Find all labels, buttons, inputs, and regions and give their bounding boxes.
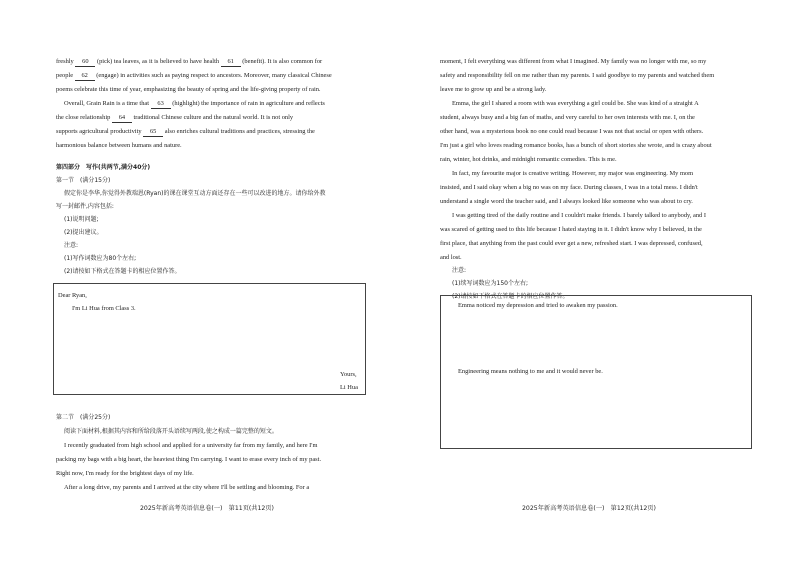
notes-line: (1)续写词数应为150个左右; bbox=[452, 280, 528, 287]
text-fragment: also enriches cultural traditions and practices, stressing the bbox=[164, 128, 315, 135]
story-line: After a long drive, my parents and I arrived at the city where I'll be settling and blooming. For a bbox=[64, 484, 310, 491]
text-line bbox=[56, 57, 322, 67]
text-fragment: freshly bbox=[56, 58, 74, 65]
letter-closing: Yours, bbox=[340, 371, 357, 378]
story-line: In fact, my favourite major is creative writing. However, my major was engineering. My mom bbox=[452, 170, 694, 177]
story-line: I was getting tired of the daily routine and I couldn't make friends. I barely talked to anybody, and I bbox=[452, 212, 706, 219]
story-line: first place, that anything from the past could ever get a new, refreshed start. I was depressed, confused, bbox=[440, 240, 703, 247]
story-line: leave me to grow up and be a strong lady. bbox=[440, 86, 547, 93]
instruction-line: (1)写作词数应为80个左右; bbox=[64, 255, 137, 262]
text-fragment: (highlight) the importance of rain in agriculture and reflects bbox=[172, 100, 325, 107]
text-line bbox=[56, 127, 315, 137]
right-page bbox=[400, 0, 800, 566]
blank-61: 61 bbox=[221, 57, 241, 67]
story-line: understand a single word the teacher said, and I always looked like someone who was about to cry. bbox=[440, 198, 693, 205]
text-fragment: supports agricultural productivity bbox=[56, 128, 142, 135]
continuation-prompt-1: Emma noticed my depression and tried to awaken my passion. bbox=[458, 302, 618, 309]
letter-intro: I'm Li Hua from Class 3. bbox=[72, 305, 136, 312]
text-fragment: traditional Chinese culture and the natural world. It is not only bbox=[133, 114, 294, 121]
blank-64: 64 bbox=[112, 113, 132, 123]
letter-greeting: Dear Ryan, bbox=[58, 292, 87, 299]
instruction-line: 假定你是李华,你觉得外教瑞恩(Ryan)的课在课堂互动方面还存在一些可以改进的地方。请你给外教 bbox=[64, 190, 326, 197]
page-footer: 2025年新高考英语信息卷(一) 第12页(共12页) bbox=[522, 505, 656, 512]
instruction-line: 写一封邮件,内容包括: bbox=[56, 203, 114, 210]
text-line bbox=[64, 99, 325, 109]
page-footer: 2025年新高考英语信息卷(一) 第11页(共12页) bbox=[140, 505, 274, 512]
story-line: and lost. bbox=[440, 254, 462, 261]
blank-62: 62 bbox=[75, 71, 95, 81]
story-line: packing my bags with a big heart, the heaviest thing I'm carrying. I want to erase every inch of my past. bbox=[56, 456, 322, 463]
instruction-line: (1)说明问题; bbox=[64, 216, 99, 223]
story-line: I recently graduated from high school and applied for a university far from my family, and here I'm bbox=[64, 442, 318, 449]
story-line: was scared of getting used to this life because I hated staying in it. I didn't know why I believed, in the bbox=[440, 226, 702, 233]
text-fragment: (benefit). It is also common for bbox=[242, 58, 323, 65]
blank-65: 65 bbox=[143, 127, 163, 137]
story-line: rain, winter, hot drinks, and midnight romantic comedies. This is me. bbox=[440, 156, 617, 163]
story-line: Right now, I'm ready for the brightest days of my life. bbox=[56, 470, 194, 477]
story-line: Emma, the girl I shared a room with was everything a girl could be. She was kind of a straight A bbox=[452, 100, 699, 107]
instruction-line: (2)请按如下格式在答题卡的相应位置作答。 bbox=[64, 268, 181, 275]
story-line: I'm just a girl who loves reading romance books, has a bunch of short stories she wrote, and is crazy about bbox=[440, 142, 712, 149]
instruction-line: (2)提出建议。 bbox=[64, 229, 103, 236]
text-fragment: (pick) tea leaves, as it is believed to have health bbox=[96, 58, 220, 65]
instruction-line: 注意: bbox=[64, 242, 79, 249]
text-fragment: people bbox=[56, 72, 74, 79]
text-fragment: the close relationship bbox=[56, 114, 111, 121]
story-line: safety and responsibility fell on me rather than my parents. I said goodbye to my parents and watched them bbox=[440, 72, 715, 79]
story-line: insisted, and I said okay when a big no was on my face. During classes, I was in a total mess. I didn't bbox=[440, 184, 698, 191]
continuation-prompt-2: Engineering means nothing to me and it would never be. bbox=[458, 368, 603, 375]
notes-title: 注意: bbox=[452, 267, 467, 274]
text-fragment: (engage) in activities such as paying respect to ancestors. Moreover, many classical Chinese bbox=[96, 72, 332, 79]
answer-box bbox=[53, 283, 366, 395]
text-line bbox=[56, 113, 293, 123]
instruction-line: 阅读下面材料,根据其内容和所给段落开头语续写两段,使之构成一篇完整的短文。 bbox=[64, 428, 278, 435]
story-line: student, always busy and a big fan of maths, and very careful to her own interests with me. I, on the bbox=[440, 114, 695, 121]
subsection-title: 第二节 (满分25分) bbox=[56, 414, 111, 421]
text-line: poems celebrate this time of year, emphasizing the beauty of spring and the life-giving property of rain. bbox=[56, 86, 321, 93]
section-title: 第四部分 写作(共两节,满分40分) bbox=[56, 164, 151, 171]
story-line: moment, I felt everything was different from what I imagined. My family was no longer with me, so my bbox=[440, 58, 707, 65]
notes-line: (2)请按如下格式在答题卡的相应位置作答。 bbox=[452, 293, 569, 300]
text-fragment: Overall, Grain Rain is a time that bbox=[64, 100, 150, 107]
blank-60: 60 bbox=[75, 57, 95, 67]
story-line: other hand, was a mysterious book no one could read because I was not that social or open with others. bbox=[440, 128, 704, 135]
subsection-title: 第一节 (满分15分) bbox=[56, 177, 111, 184]
text-line bbox=[56, 71, 332, 81]
text-line: harmonious balance between humans and nature. bbox=[56, 142, 182, 149]
blank-63: 63 bbox=[151, 99, 171, 109]
letter-signature: Li Hua bbox=[340, 384, 358, 391]
